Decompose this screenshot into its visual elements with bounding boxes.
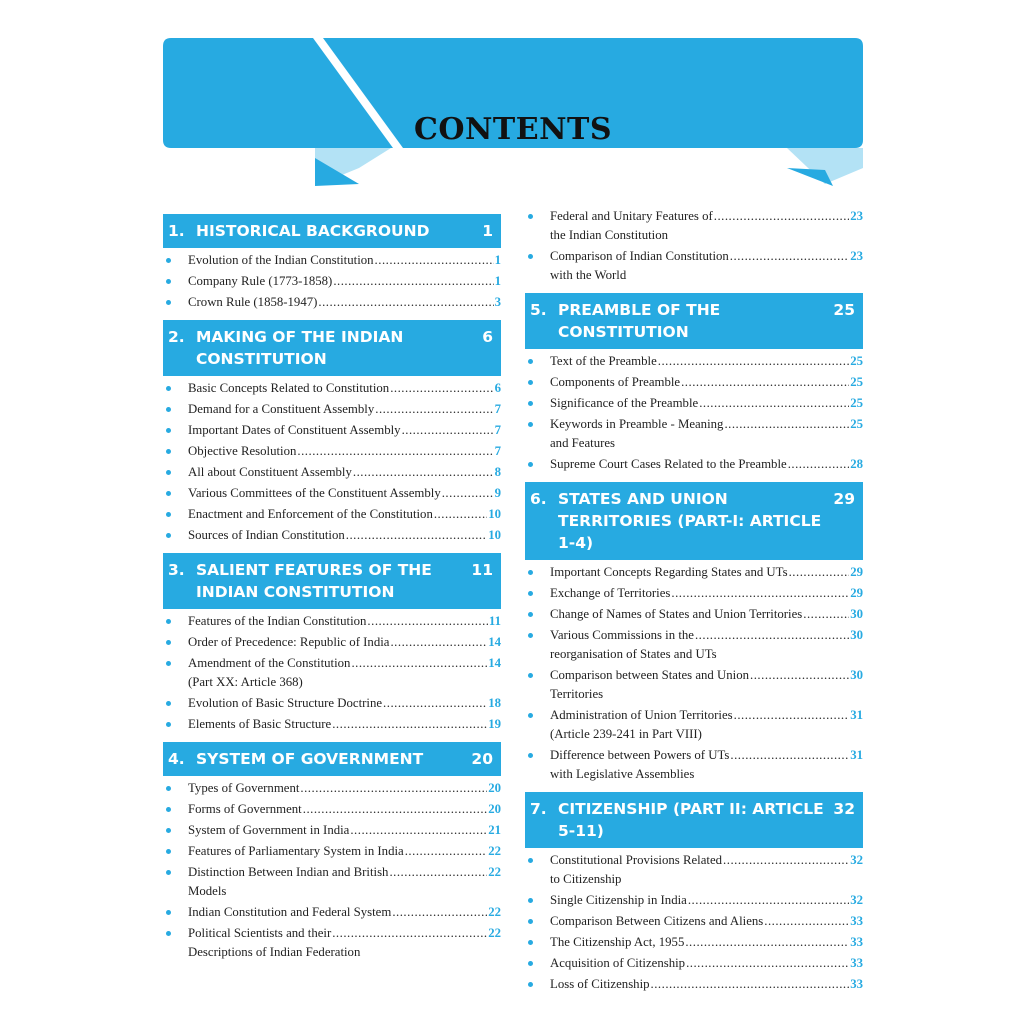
dot-leader	[695, 626, 849, 645]
dot-leader	[803, 605, 849, 624]
toc-entry-page: 10	[488, 528, 501, 542]
toc-entry[interactable]	[163, 633, 501, 652]
toc-entry-title: Political Scientists and their	[188, 926, 332, 940]
toc-entry-title: Enactment and Enforcement of the Constitution	[188, 507, 433, 521]
dot-leader	[390, 633, 487, 652]
section-page: 11	[471, 561, 493, 579]
toc-entry-page: 32	[850, 853, 863, 867]
toc-entry-title: Keywords in Preamble - Meaning	[550, 417, 724, 431]
toc-entry-page: 25	[850, 375, 863, 389]
toc-entry[interactable]	[163, 442, 501, 461]
section-page: 32	[833, 800, 855, 818]
section-heading[interactable]	[163, 742, 501, 776]
toc-entry-title: Objective Resolution	[188, 444, 297, 458]
toc-entry-title: Amendment of the Constitution	[188, 656, 351, 670]
toc-entry[interactable]	[163, 715, 501, 734]
toc-entry-title: All about Constituent Assembly	[188, 465, 352, 479]
toc-entry-page: 7	[494, 402, 501, 416]
section-page: 25	[833, 301, 855, 319]
toc-entry[interactable]	[163, 924, 501, 962]
toc-entry-title: Order of Precedence: Republic of India	[188, 635, 390, 649]
toc-entry[interactable]	[525, 933, 863, 952]
toc-entry-list	[525, 851, 863, 994]
toc-entry-title: Various Commissions in the	[550, 628, 694, 642]
toc-entry-page: 18	[488, 696, 501, 710]
toc-entry[interactable]	[163, 293, 501, 312]
toc-entry-page: 8	[494, 465, 501, 479]
dot-leader	[788, 455, 850, 474]
toc-entry[interactable]	[525, 394, 863, 413]
toc-entry-title: Distinction Between Indian and British	[188, 865, 389, 879]
dot-leader	[723, 851, 849, 870]
toc-entry-page: 30	[850, 607, 863, 621]
toc-entry-title: Features of Parliamentary System in India	[188, 844, 404, 858]
toc-entry[interactable]	[525, 912, 863, 931]
toc-section	[163, 742, 501, 962]
toc-entry-page: 31	[850, 748, 863, 762]
toc-entry[interactable]	[525, 975, 863, 994]
toc-entry[interactable]	[163, 842, 501, 861]
toc-entry[interactable]	[163, 694, 501, 713]
dot-leader	[724, 415, 849, 434]
dot-leader	[318, 293, 493, 312]
dot-leader	[685, 933, 849, 952]
dot-leader	[686, 954, 849, 973]
toc-entry[interactable]	[163, 821, 501, 840]
toc-entry-title: The Citizenship Act, 1955	[550, 935, 685, 949]
dot-leader	[350, 821, 487, 840]
toc-entry-title: Federal and Unitary Features of	[550, 209, 713, 223]
toc-entry-page: 10	[488, 507, 501, 521]
toc-entry[interactable]	[525, 563, 863, 582]
dot-leader	[658, 352, 849, 371]
toc-entry-title: Forms of Government	[188, 802, 302, 816]
dot-leader	[367, 612, 487, 631]
toc-entry-title: Difference between Powers of UTs	[550, 748, 730, 762]
toc-entry[interactable]	[163, 272, 501, 291]
dot-leader	[383, 694, 487, 713]
toc-entry[interactable]	[525, 954, 863, 973]
dot-leader	[789, 563, 850, 582]
toc-entry-page: 14	[488, 656, 501, 670]
contents-right-column	[525, 209, 863, 1002]
toc-entry-page: 14	[488, 635, 501, 649]
toc-entry-page: 1	[494, 274, 501, 288]
dot-leader	[351, 654, 487, 673]
dot-leader	[402, 421, 494, 440]
toc-entry[interactable]	[163, 654, 501, 692]
section-page: 29	[833, 490, 855, 508]
toc-entry-page: 22	[488, 865, 501, 879]
toc-entry-page: 25	[850, 354, 863, 368]
toc-entry-title: Significance of the Preamble	[550, 396, 699, 410]
toc-entry-page: 6	[494, 381, 501, 395]
contents-banner	[163, 38, 863, 188]
toc-entry[interactable]	[525, 455, 863, 474]
dot-leader	[714, 207, 849, 226]
toc-entry-title: Crown Rule (1858-1947)	[188, 295, 318, 309]
toc-entry[interactable]	[163, 463, 501, 482]
section-title: PREAMBLE OF THE CONSTITUTION	[558, 301, 721, 341]
toc-entry[interactable]	[163, 505, 501, 524]
toc-entry-title: Administration of Union Territories	[550, 708, 733, 722]
toc-entry[interactable]	[525, 746, 863, 784]
dot-leader	[688, 891, 849, 910]
toc-entry-title: Change of Names of States and Union Territories	[550, 607, 803, 621]
toc-entry-page: 20	[488, 802, 501, 816]
toc-entry[interactable]	[525, 415, 863, 453]
dot-leader	[734, 706, 850, 725]
section-heading[interactable]	[525, 792, 863, 848]
dot-leader	[353, 463, 494, 482]
toc-entry[interactable]	[525, 605, 863, 624]
toc-section	[525, 293, 863, 474]
dot-leader	[699, 394, 849, 413]
contents-left-column	[163, 214, 501, 970]
section-title: SALIENT FEATURES OF THE INDIAN CONSTITUTION	[196, 561, 432, 601]
section-page: 6	[482, 328, 493, 346]
toc-entry-page: 23	[850, 249, 863, 263]
toc-entry-title: Exchange of Territories	[550, 586, 671, 600]
toc-entry-title-continued: and Features	[550, 436, 616, 450]
section-number: 7.	[530, 800, 547, 818]
toc-entry-page: 3	[494, 295, 501, 309]
toc-entry-page: 20	[488, 781, 501, 795]
toc-entry-page: 29	[850, 586, 863, 600]
section-number: 1.	[168, 222, 185, 240]
dot-leader	[750, 666, 849, 685]
section-heading[interactable]	[525, 482, 863, 560]
dot-leader	[300, 779, 487, 798]
toc-entry-title: Evolution of the Indian Constitution	[188, 253, 374, 267]
toc-entry-title: Loss of Citizenship	[550, 977, 650, 991]
section-number: 5.	[530, 301, 547, 319]
toc-entry-title-continued: Descriptions of Indian Federation	[188, 945, 361, 959]
dot-leader	[346, 526, 487, 545]
toc-entry-page: 22	[488, 844, 501, 858]
toc-entry[interactable]	[163, 251, 501, 270]
toc-entry[interactable]	[525, 706, 863, 744]
toc-entry-title-continued: (Article 239-241 in Part VIII)	[550, 727, 702, 741]
toc-entry-page: 33	[850, 977, 863, 991]
dot-leader	[389, 863, 487, 882]
section-title: MAKING OF THE INDIAN CONSTITUTION	[196, 328, 404, 368]
toc-section	[525, 792, 863, 994]
toc-entry-page: 29	[850, 565, 863, 579]
section-page: 1	[482, 222, 493, 240]
toc-entry[interactable]	[163, 779, 501, 798]
dot-leader	[303, 800, 487, 819]
toc-entry-title: Components of Preamble	[550, 375, 681, 389]
dot-leader	[671, 584, 849, 603]
toc-entry-title: Sources of Indian Constitution	[188, 528, 345, 542]
dot-leader	[375, 400, 493, 419]
toc-section	[163, 320, 501, 545]
toc-entry-title: Supreme Court Cases Related to the Preamble	[550, 457, 787, 471]
toc-entry[interactable]	[525, 891, 863, 910]
toc-entry-page: 9	[494, 486, 501, 500]
toc-entry-title: Indian Constitution and Federal System	[188, 905, 392, 919]
toc-entry-title: Demand for a Constituent Assembly	[188, 402, 375, 416]
toc-entry[interactable]	[163, 400, 501, 419]
toc-entry-page: 30	[850, 628, 863, 642]
section-number: 6.	[530, 490, 547, 508]
toc-entry-page: 22	[488, 905, 501, 919]
toc-entry-page: 1	[494, 253, 501, 267]
section-title: CITIZENSHIP (PART II: ARTICLE 5-11)	[558, 800, 824, 840]
toc-entry-title: Single Citizenship in India	[550, 893, 687, 907]
toc-entry-title: Comparison of Indian Constitution	[550, 249, 729, 263]
toc-entry-page: 22	[488, 926, 501, 940]
toc-entry-page: 7	[494, 423, 501, 437]
toc-entry-list	[163, 612, 501, 734]
toc-entry[interactable]	[163, 903, 501, 922]
toc-entry-title: Acquisition of Citizenship	[550, 956, 686, 970]
toc-entry-title: Types of Government	[188, 781, 300, 795]
dot-leader	[681, 373, 849, 392]
dot-leader	[297, 442, 493, 461]
toc-entry-list	[163, 379, 501, 545]
toc-entry-list	[525, 207, 863, 285]
toc-entry-title: System of Government in India	[188, 823, 350, 837]
toc-entry-list	[163, 779, 501, 962]
toc-entry-page: 23	[850, 209, 863, 223]
toc-entry[interactable]	[163, 421, 501, 440]
toc-entry[interactable]	[525, 584, 863, 603]
toc-entry-page: 30	[850, 668, 863, 682]
toc-entry[interactable]	[525, 666, 863, 704]
section-title: SYSTEM OF GOVERNMENT	[196, 750, 424, 768]
section-heading[interactable]	[163, 553, 501, 609]
toc-entry-page: 33	[850, 935, 863, 949]
section-heading[interactable]	[525, 293, 863, 349]
toc-section	[163, 214, 501, 312]
toc-section	[525, 482, 863, 784]
toc-section	[163, 553, 501, 734]
toc-entry-title: Important Concepts Regarding States and UTs	[550, 565, 788, 579]
toc-entry-title-continued: Models	[188, 884, 227, 898]
dot-leader	[332, 924, 487, 943]
toc-entry-list	[163, 251, 501, 312]
toc-section-continued	[525, 207, 863, 285]
section-title: STATES AND UNION TERRITORIES (PART-I: ARTICLE 1-4)	[558, 490, 822, 552]
toc-entry-title-continued: (Part XX: Article 368)	[188, 675, 303, 689]
toc-entry-title-continued: to Citizenship	[550, 872, 622, 886]
toc-entry-title-continued: with Legislative Assemblies	[550, 767, 695, 781]
toc-entry[interactable]	[163, 863, 501, 901]
toc-entry-page: 25	[850, 417, 863, 431]
toc-entry-title-continued: the Indian Constitution	[550, 228, 669, 242]
section-heading[interactable]	[163, 320, 501, 376]
toc-entry[interactable]	[163, 526, 501, 545]
toc-entry-page: 33	[850, 914, 863, 928]
toc-entry-page: 31	[850, 708, 863, 722]
toc-entry-title: Evolution of Basic Structure Doctrine	[188, 696, 383, 710]
toc-entry[interactable]	[525, 851, 863, 889]
section-number: 3.	[168, 561, 185, 579]
dot-leader	[405, 842, 487, 861]
toc-entry-title: Features of the Indian Constitution	[188, 614, 367, 628]
toc-entry[interactable]	[525, 373, 863, 392]
toc-entry-page: 25	[850, 396, 863, 410]
toc-entry[interactable]	[163, 379, 501, 398]
toc-entry-title: Constitutional Provisions Related	[550, 853, 723, 867]
toc-entry[interactable]	[163, 800, 501, 819]
toc-entry-title-continued: with the World	[550, 268, 627, 282]
toc-entry-page: 21	[488, 823, 501, 837]
dot-leader	[392, 903, 487, 922]
toc-entry-title-continued: reorganisation of States and UTs	[550, 647, 717, 661]
toc-entry-page: 19	[488, 717, 501, 731]
toc-entry-title: Company Rule (1773-1858)	[188, 274, 333, 288]
section-number: 2.	[168, 328, 185, 346]
dot-leader	[764, 912, 849, 931]
page-title: CONTENTS	[413, 112, 613, 147]
dot-leader	[390, 379, 493, 398]
section-number: 4.	[168, 750, 185, 768]
toc-entry-title: Basic Concepts Related to Constitution	[188, 381, 390, 395]
toc-entry-title: Important Dates of Constituent Assembly	[188, 423, 401, 437]
toc-entry[interactable]	[525, 207, 863, 245]
dot-leader	[375, 251, 494, 270]
toc-entry[interactable]	[525, 352, 863, 371]
toc-entry-list	[525, 352, 863, 474]
dot-leader	[332, 715, 487, 734]
dot-leader	[333, 272, 493, 291]
dot-leader	[730, 247, 849, 266]
toc-entry-title: Elements of Basic Structure	[188, 717, 332, 731]
toc-entry-page: 32	[850, 893, 863, 907]
toc-entry-title: Various Committees of the Constituent Assembly	[188, 486, 441, 500]
toc-entry-title: Comparison between States and Union	[550, 668, 750, 682]
section-heading[interactable]	[163, 214, 501, 248]
toc-entry-page: 28	[850, 457, 863, 471]
toc-entry-title-continued: Territories	[550, 687, 604, 701]
dot-leader	[730, 746, 849, 765]
toc-entry[interactable]	[163, 612, 501, 631]
dot-leader	[434, 505, 487, 524]
toc-entry-page: 33	[850, 956, 863, 970]
section-title: HISTORICAL BACKGROUND	[196, 222, 430, 240]
toc-entry[interactable]	[525, 247, 863, 285]
dot-leader	[651, 975, 850, 994]
toc-entry[interactable]	[163, 484, 501, 503]
toc-entry-page: 11	[488, 614, 501, 628]
toc-entry[interactable]	[525, 626, 863, 664]
toc-entry-title: Comparison Between Citizens and Aliens	[550, 914, 764, 928]
toc-entry-title: Text of the Preamble	[550, 354, 657, 368]
toc-entry-page: 7	[494, 444, 501, 458]
section-page: 20	[471, 750, 493, 768]
toc-entry-list	[525, 563, 863, 784]
dot-leader	[442, 484, 494, 503]
